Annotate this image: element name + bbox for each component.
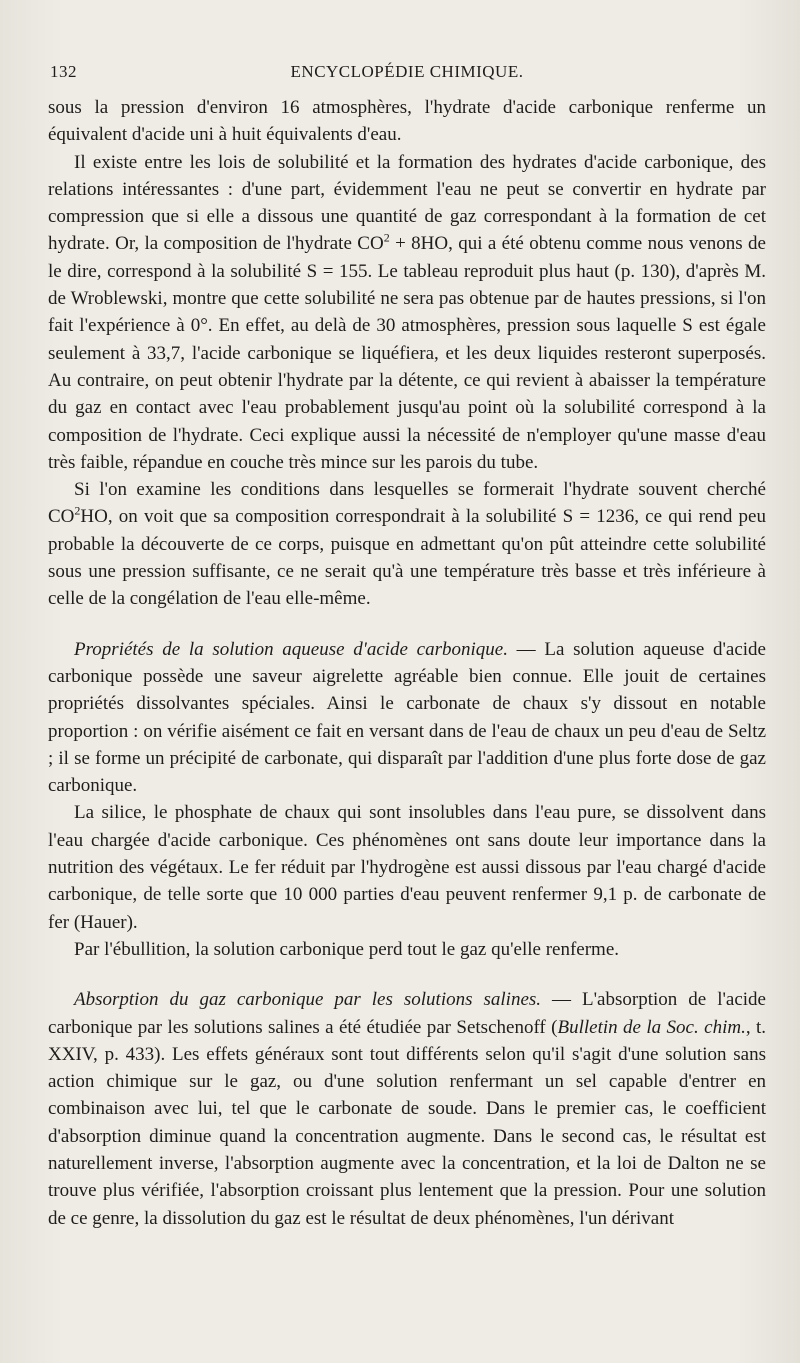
section-aqueous-solution [48, 636, 766, 800]
paragraph-text: + 8HO, qui a été obtenu comme nous venons de le dire, correspond à la solubilité S = 155. Le tableau reproduit plus haut (p. 130), d'après M. de Wroblewski, montre que cette solubilité ne sera pas obtenue par de hautes pressions, si l'on fait l'expérience à 0°. En effet, au delà de 30 atmosphères, pression sous laquelle S est égale seulement à 33,7, l'acide carbonique se liquéfiera, et les deux liquides resteront superposés. Au contraire, on peut obtenir l'hydrate par la détente, ce qui revient à abaisser la température du gaz en contact avec l'eau probablement jusqu'au point où la solubilité correspond à la composition de l'hydrate. Ceci explique aussi la nécessité de n'employer qu'une masse d'eau très faible, répandue en couche très mince sur les parois du tube. [48, 233, 766, 473]
paragraph-text: — La solution aqueuse d'acide carbonique possède une saveur aigrelette agréable bien connue. Elle jouit de certaines propriétés dissolvantes spéciales. Ainsi le carbonate de chaux s'y dissout en notable proportion : on vérifie aisément ce fait en versant dans de l'eau de chaux un peu d'eau de Seltz ; il se forme un précipité de carbonate, qui disparaît par l'addition d'une plus forte dose de gaz carbonique. [48, 638, 766, 797]
section-saline-absorption [48, 986, 766, 1232]
formula-co2ho [48, 506, 108, 527]
section-title: Propriétés de la solution aqueuse d'acide carbonique. [74, 638, 508, 660]
formula-co2 [357, 233, 389, 254]
paragraph-text: La silice, le phosphate de chaux qui sont insolubles dans l'eau pure, se dissolvent dans l'eau chargée d'acide carbonique. Ces phénomènes ont sans doute leur importance dans la nutrition des végétaux. Le fer réduit par l'hydrogène est aussi dissous par l'eau chargé d'acide carbonique, de telle sorte que 10 000 parties d'eau peuvent renfermer 9,1 p. de carbonate de fer (Hauer). [48, 802, 766, 933]
citation: Bulletin de la Soc. chim. [557, 1016, 746, 1038]
page-number: 132 [50, 62, 77, 81]
section-title: Absorption du gaz carbonique par les solutions salines. [74, 989, 542, 1011]
formula-tail: HO [80, 506, 108, 528]
formula-superscript: 2 [74, 504, 81, 519]
paragraph-silica [48, 799, 766, 935]
paragraph-text: sous la pression d'environ 16 atmosphères, l'hydrate d'acide carbonique renferme un équivalent d'acide uni à huit équivalents d'eau. [48, 97, 766, 146]
formula-superscript: 2 [383, 231, 390, 246]
formula-base: CO [48, 506, 75, 528]
paragraph-text: — L'absorption de l'acide carbonique par les solutions salines a été étudiée par Setschenoff ( [48, 989, 766, 1038]
paragraph-text: Si l'on examine les conditions dans lesquelles se formerait l'hydrate souvent cherché [74, 479, 766, 501]
paragraph-continuation [48, 94, 766, 149]
paragraph-hydrate-conditions [48, 476, 766, 612]
paragraph-text: Il existe entre les lois de solubilité et la formation des hydrates d'acide carbonique, des relations intéressantes : d'une part, évidemment l'eau ne peut se convertir en hydrate par compression que si elle a dissous une quantité de gaz correspondant à la formation de cet hydrate. Or, la composition de l'hydrate [48, 151, 766, 255]
paragraph-text: , t. XXIV, p. 433). Les effets généraux sont tout différents selon qu'il s'agit d'une solution sans action chimique sur le gaz, ou d'une solution renfermant un sel capable d'entrer en combinaison avec lui, tel que le carbonate de soude. Dans le premier cas, le coefficient d'absorption diminue quand la concentration augmente. Dans le second cas, le résultat est naturellement inverse, l'absorption augmente avec la concentration, et la loi de Dalton ne se trouve plus vérifiée, l'absorption croissant plus lentement que la pression. Pour une solution de ce genre, la dissolution du gaz est le résultat de deux phénomènes, l'un dérivant [48, 1016, 767, 1229]
running-title: ENCYCLOPÉDIE CHIMIQUE. [290, 62, 524, 81]
paragraph-text: , on voit que sa composition correspondrait à la solubilité S = 1236, ce qui rend peu probable la découverte de ce corps, puisque en admettant qu'on pût atteindre cette solubilité sous une pression suffisante, ce ne serait qu'à une température très basse et très inférieure à celle de la congélation de l'eau elle-même. [48, 506, 766, 610]
formula-base: CO [357, 233, 384, 255]
paragraph-hydrate-solubility [48, 149, 766, 477]
paragraph-text: Par l'ébullition, la solution carbonique perd tout le gaz qu'elle renferme. [74, 938, 620, 960]
paragraph-ebullition [48, 936, 766, 963]
page-header [50, 62, 764, 86]
page-body [48, 94, 766, 1232]
